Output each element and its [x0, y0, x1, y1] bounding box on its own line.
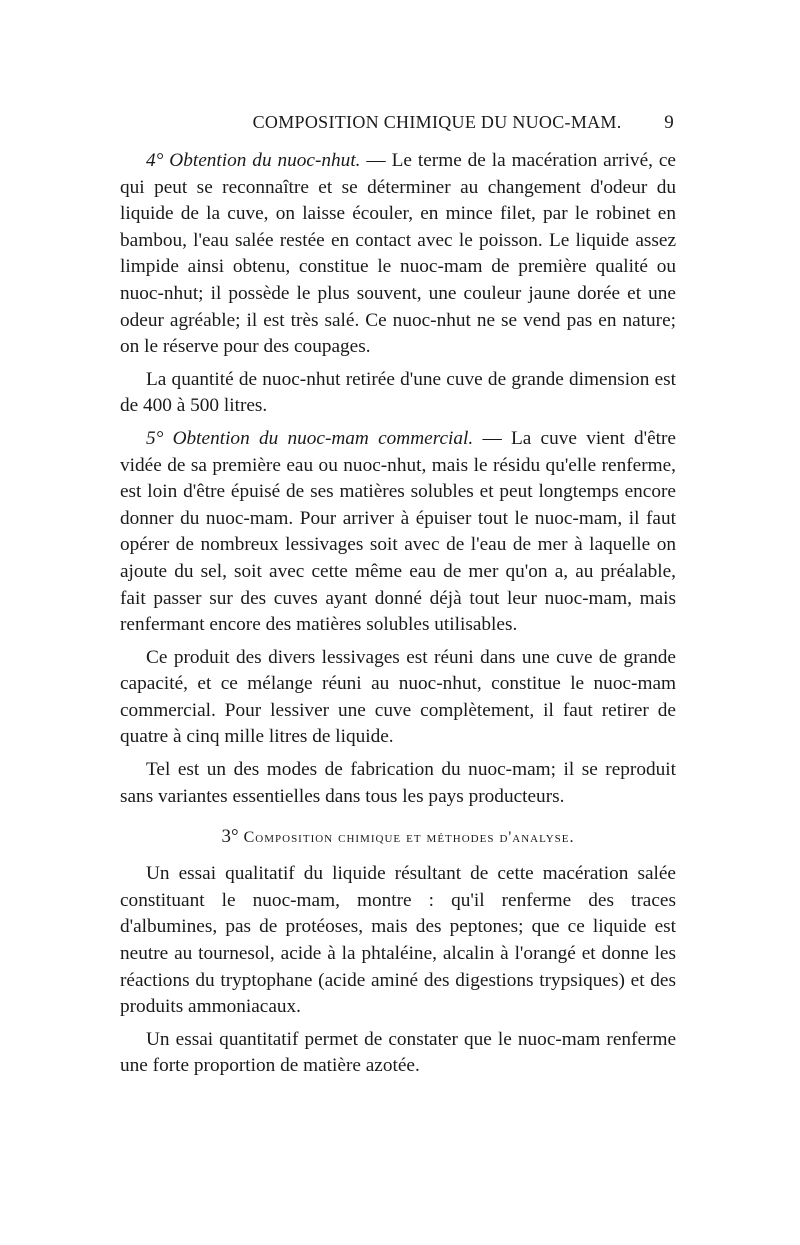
- paragraph-quantity: [120, 367, 676, 420]
- section-heading: [120, 826, 676, 849]
- book-page: [120, 112, 676, 1192]
- paragraph-nuoc-nhut: [120, 148, 676, 361]
- paragraph-lessivages: [120, 645, 676, 751]
- paragraph-lead: 4° Obtention du nuoc-nhut.: [146, 150, 361, 171]
- paragraph-text: La quantité de nuoc-nhut retirée d'une cuve de grande dimension est de 400 à 500 litres.: [120, 368, 676, 417]
- paragraph-text: — La cuve vient d'être vidée de sa première eau ou nuoc-nhut, mais le résidu qu'elle renferme, est loin d'être épuisé de ses matières solubles et peut longtemps encore donner du nuoc-mam. Pour arriver à épuiser tout le nuoc-mam, il faut opérer de nombreux lessivages soit avec de l'eau de mer à laquelle on ajoute du sel, soit avec cette même eau de mer qu'on a, au préalable, fait passer sur des cuves ayant donné déjà tout leur nuoc-mam, mais renfermant encore des matières solubles utilisables.: [120, 427, 676, 636]
- section-title: Composition chimique et méthodes d'analyse.: [243, 829, 575, 847]
- paragraph-text: Un essai quantitatif permet de constater que le nuoc-mam renferme une forte proportion de matière azotée.: [120, 1028, 676, 1077]
- page-number: 9: [664, 112, 674, 133]
- section-number: 3°: [221, 826, 239, 848]
- running-header: [120, 112, 676, 142]
- paragraph-text: Ce produit des divers lessivages est réuni dans une cuve de grande capacité, et ce mélange réuni au nuoc-nhut, constitue le nuoc-mam commercial. Pour lessiver une cuve complètement, il faut retirer de quatre à cinq mille litres de liquide.: [120, 646, 676, 748]
- paragraph-essai-qualitatif: [120, 861, 676, 1021]
- paragraph-text: — Le terme de la macération arrivé, ce qui peut se reconnaître et se déterminer au changement d'odeur du liquide de la cuve, on laisse écouler, en mince filet, par le robinet en bambou, l'eau salée restée en contact avec le poisson. Le liquide assez limpide ainsi obtenu, constitue le nuoc-mam de première qualité ou nuoc-nhut; il possède le plus souvent, une couleur jaune dorée et une odeur agréable; il est très salé. Ce nuoc-nhut ne se vend pas en nature; on le réserve pour des coupages.: [120, 150, 676, 358]
- paragraph-text: Tel est un des modes de fabrication du nuoc-mam; il se reproduit sans variantes essentielles dans tous les pays producteurs.: [120, 759, 676, 807]
- running-title: COMPOSITION CHIMIQUE DU NUOC-MAM.: [252, 112, 622, 132]
- paragraph-lead: 5° Obtention du nuoc-mam commercial.: [146, 427, 474, 449]
- paragraph-modes: [120, 757, 676, 810]
- paragraph-essai-quantitatif: [120, 1027, 676, 1080]
- paragraph-nuoc-mam-commercial: [120, 426, 676, 639]
- paragraph-text: Un essai qualitatif du liquide résultant de cette macération salée constituant le nuoc-mam, montre : qu'il renferme des traces d'albumines, pas de protéoses, mais des peptones; que ce liquide est neutre au tournesol, acide à la phtaléine, alcalin à l'orangé et donne les réactions du tryptophane (acide aminé des digestions trypsiques) et des produits ammoniacaux.: [120, 863, 676, 1018]
